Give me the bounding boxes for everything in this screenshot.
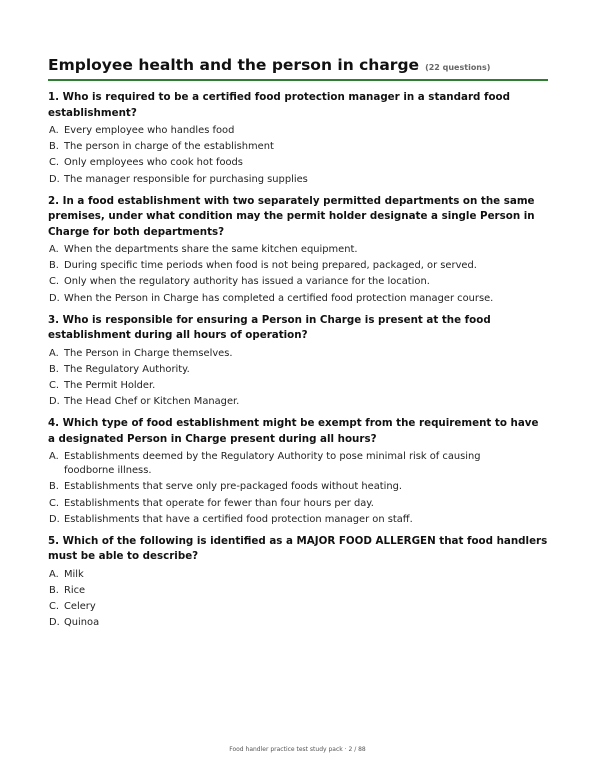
- document-page: [48, 56, 548, 637]
- answer-option: [48, 497, 548, 511]
- question-item: [48, 534, 548, 631]
- option-text: When the Person in Charge has completed a certified food protection manager course.: [64, 292, 494, 304]
- option-letter: C.: [49, 157, 60, 169]
- answer-options: [48, 124, 548, 187]
- option-text: The person in charge of the establishment: [64, 141, 274, 153]
- option-text: Establishments that operate for fewer than four hours per day.: [64, 497, 374, 509]
- option-text: The Person in Charge themselves.: [64, 347, 233, 359]
- option-letter: D.: [49, 173, 60, 185]
- option-letter: A.: [49, 244, 59, 256]
- answer-options: [48, 568, 548, 631]
- answer-option: [48, 259, 548, 273]
- option-text: Only when the regulatory authority has issued a variance for the location.: [64, 276, 430, 288]
- option-text: Milk: [64, 568, 84, 580]
- option-letter: A.: [49, 125, 59, 136]
- question-text: 1. Who is required to be a certified food protection manager in a standard food establishment?: [48, 91, 510, 119]
- section-title: Employee health and the person in charge: [48, 56, 420, 74]
- option-letter: B.: [49, 363, 59, 375]
- question-item: [48, 416, 548, 527]
- answer-option: [48, 600, 548, 614]
- answer-option: [48, 513, 548, 527]
- question-text: 2. In a food establishment with two separately permitted departments on the same premises, under what condition may the permit holder designate a single Person in Charge for both departments?: [48, 194, 535, 238]
- option-letter: C.: [49, 601, 60, 613]
- option-text: The Head Chef or Kitchen Manager.: [64, 396, 240, 408]
- answer-option: [48, 480, 548, 494]
- answer-option: [48, 124, 548, 138]
- option-letter: D.: [49, 396, 60, 408]
- option-text: When the departments share the same kitchen equipment.: [64, 244, 358, 256]
- option-text: Celery: [64, 601, 96, 613]
- answer-option: [48, 450, 548, 478]
- option-text: The Permit Holder.: [64, 380, 156, 391]
- answer-option: [48, 292, 548, 306]
- option-letter: A.: [49, 568, 59, 580]
- option-letter: C.: [49, 276, 60, 288]
- option-letter: C.: [49, 380, 60, 391]
- question-text: 3. Who is responsible for ensuring a Person in Charge is present at the food establishment during all hours of operation?: [48, 313, 491, 342]
- option-letter: D.: [49, 513, 60, 525]
- option-letter: B.: [49, 481, 59, 493]
- option-letter: B.: [49, 141, 59, 153]
- answer-option: [48, 363, 548, 377]
- option-text: During specific time periods when food is not being prepared, packaged, or served.: [64, 260, 477, 272]
- question-item: [48, 313, 548, 410]
- answer-option: [48, 156, 548, 170]
- answer-option: [48, 395, 548, 409]
- question-text: 4. Which type of food establishment might be exempt from the requirement to have a designated Person in Charge present during all hours?: [48, 417, 539, 445]
- answer-option: [48, 584, 548, 598]
- option-text: The manager responsible for purchasing supplies: [64, 173, 308, 185]
- question-list: [48, 90, 548, 630]
- answer-option: [48, 275, 548, 289]
- question-count: (22 questions): [425, 63, 491, 72]
- question-text: 5. Which of the following is identified as a MAJOR FOOD ALLERGEN that food handlers must be able to describe?: [48, 534, 548, 563]
- answer-options: [48, 243, 548, 306]
- option-letter: C.: [49, 497, 60, 509]
- answer-option: [48, 347, 548, 361]
- option-letter: B.: [49, 584, 59, 596]
- option-text: Only employees who cook hot foods: [64, 157, 243, 169]
- answer-option: [48, 173, 548, 187]
- answer-option: [48, 243, 548, 257]
- option-letter: D.: [49, 617, 60, 629]
- option-text: Establishments that serve only pre-packaged foods without heating.: [64, 481, 403, 493]
- answer-option: [48, 379, 548, 393]
- option-text: Establishments that have a certified food protection manager on staff.: [64, 513, 413, 525]
- option-letter: D.: [49, 292, 60, 304]
- option-text: Quinoa: [64, 617, 100, 629]
- answer-option: [48, 568, 548, 582]
- answer-options: [48, 450, 548, 527]
- option-letter: A.: [49, 451, 59, 463]
- option-text: Every employee who handles food: [64, 125, 235, 136]
- option-letter: B.: [49, 260, 59, 272]
- answer-option: [48, 616, 548, 630]
- answer-option: [48, 140, 548, 154]
- question-item: [48, 90, 548, 187]
- page-footer: Food handler practice test study pack · 2 / 88: [229, 746, 366, 753]
- option-text: Establishments deemed by the Regulatory Authority to pose minimal risk of causing foodborne illness.: [64, 451, 481, 477]
- section-header: [48, 56, 548, 81]
- answer-options: [48, 347, 548, 410]
- option-letter: A.: [49, 347, 59, 359]
- option-text: Rice: [64, 584, 86, 596]
- question-item: [48, 194, 548, 306]
- option-text: The Regulatory Authority.: [64, 363, 190, 375]
